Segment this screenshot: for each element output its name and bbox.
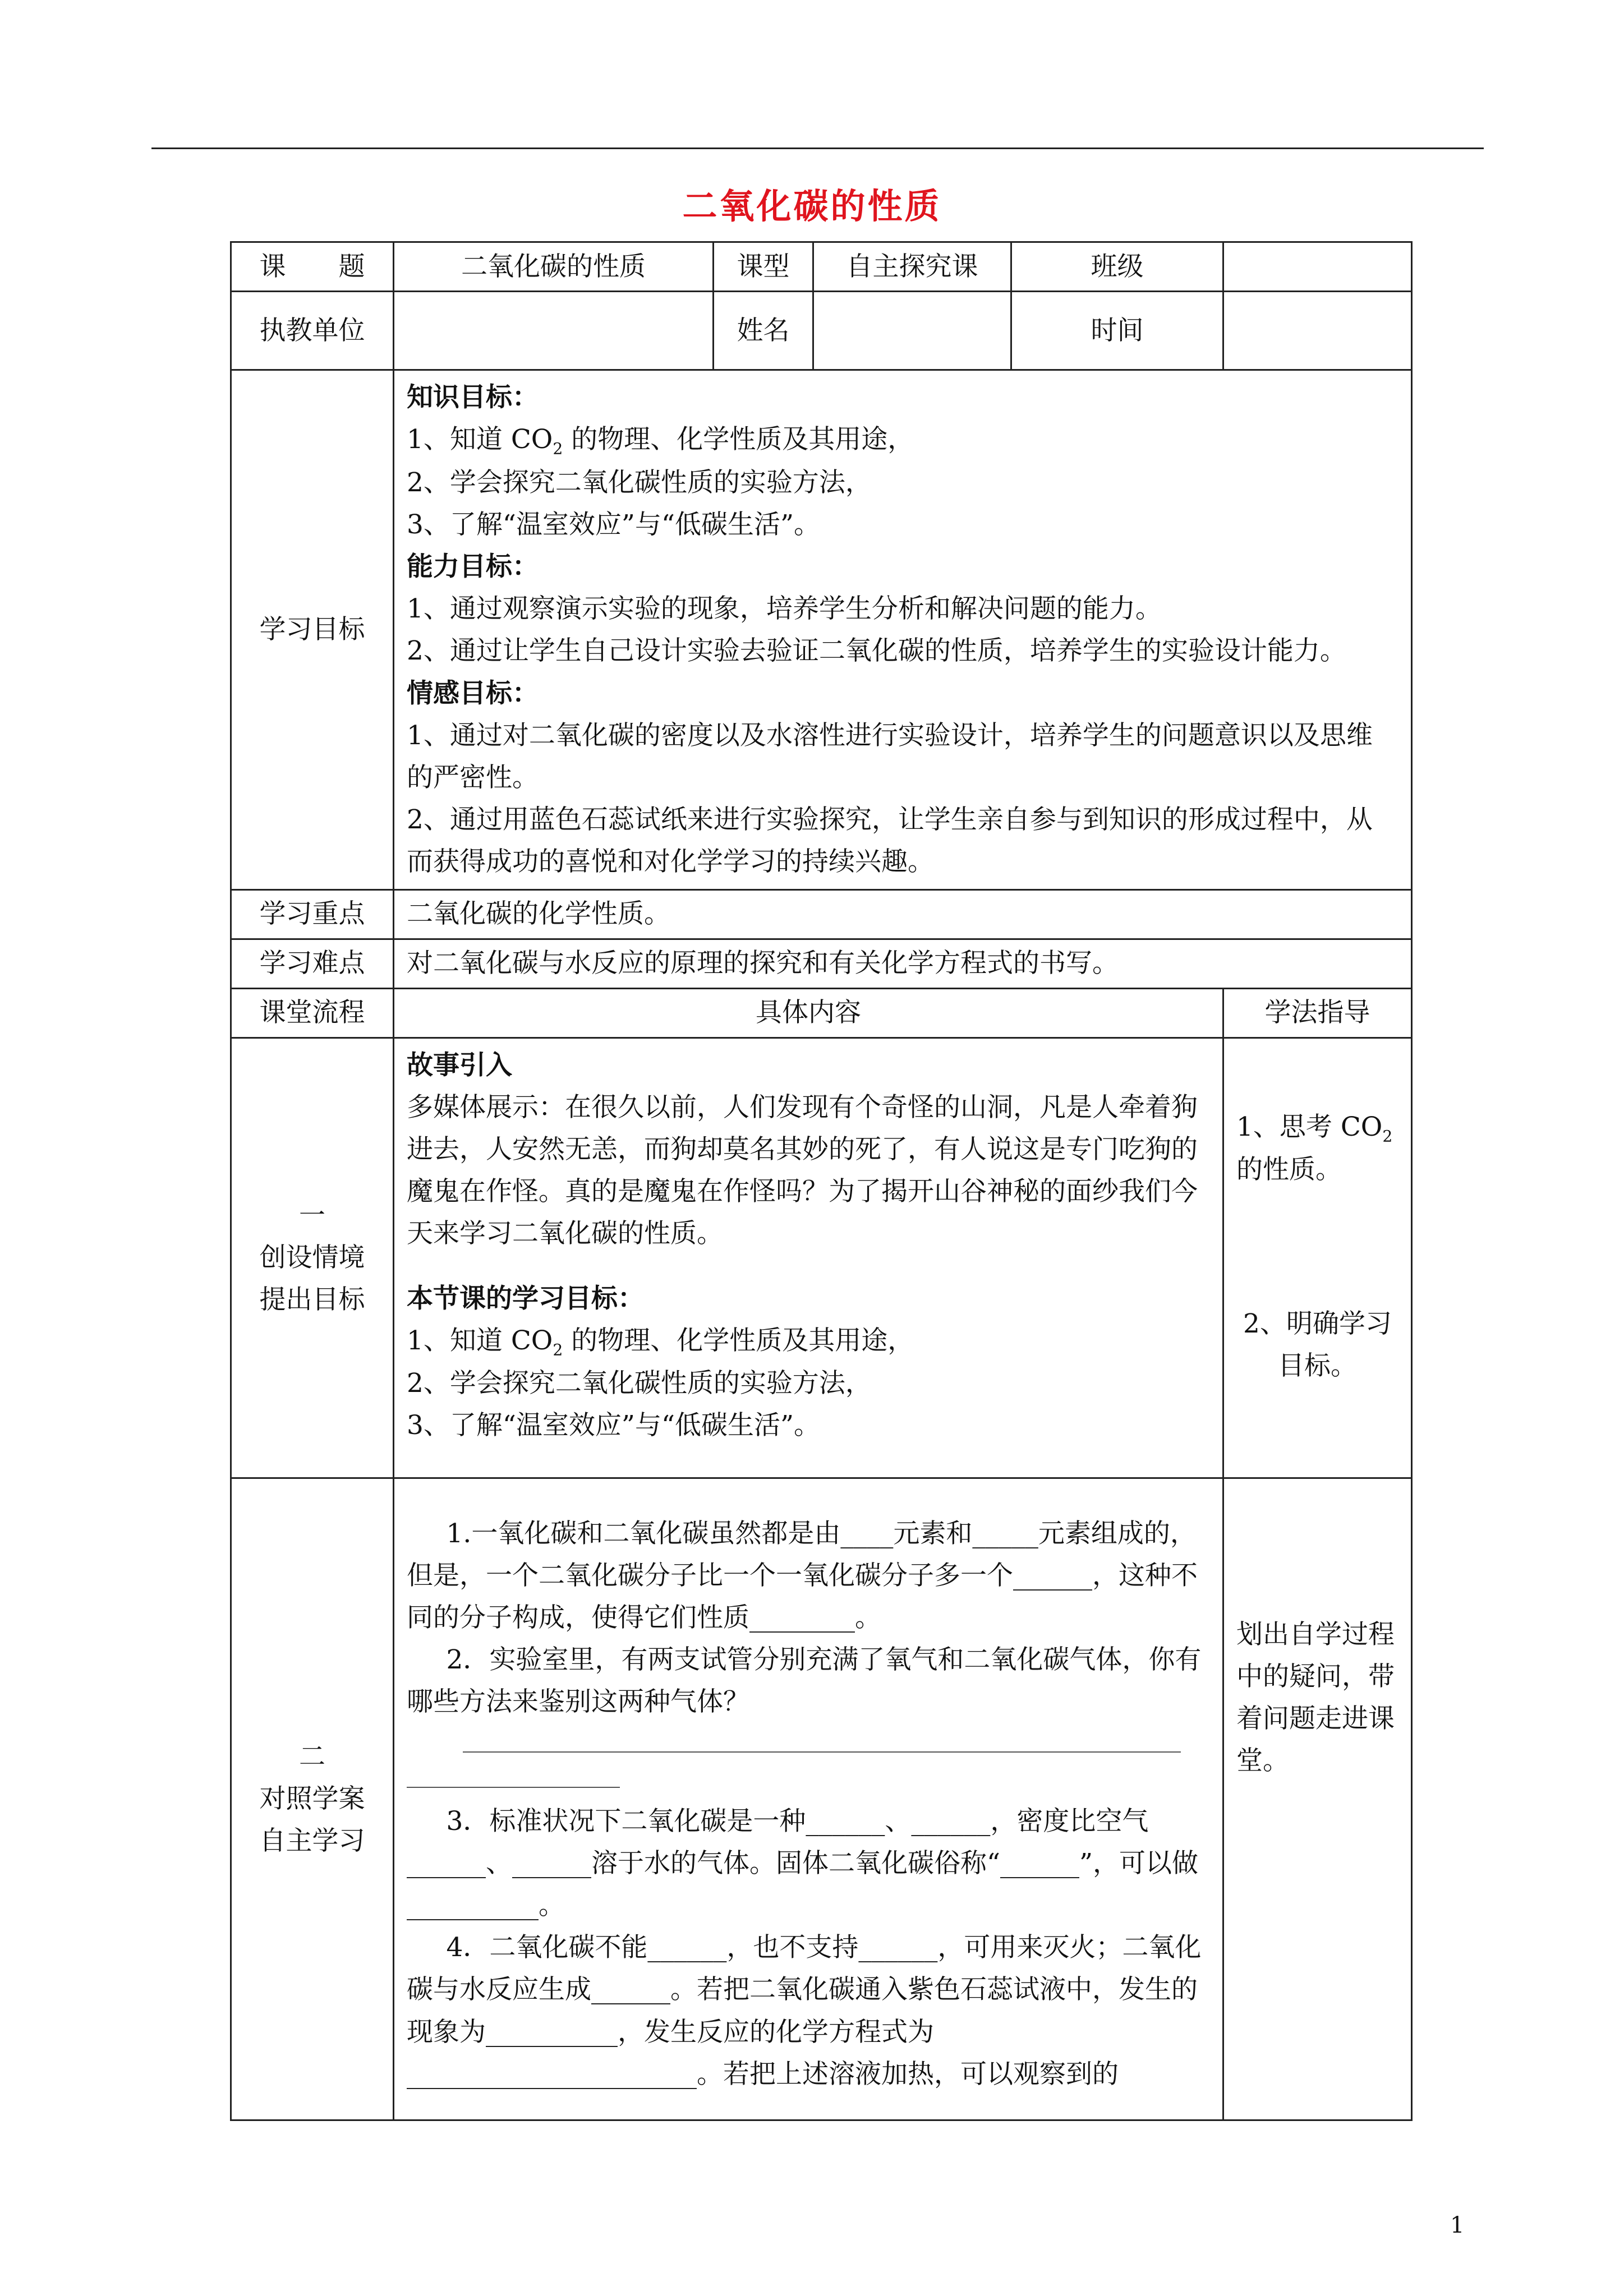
table-row-difficulty [231,939,1412,988]
difficulty-value: 对二氧化碳与水反应的原理的探究和有关化学方程式的书写。 [394,939,1412,988]
flow-header-content: 具体内容 [394,988,1223,1038]
section-2-guide-text: 划出自学过程中的疑问，带着问题走进课堂。 [1236,1619,1395,1777]
section-2-guide [1223,1478,1412,2120]
lesson-type-label: 课型 [714,242,813,292]
section-2-stage [231,1478,394,2120]
question-3: 3．标准状况下二氧化碳是一种______、______，密度比空气______、______溶于水的气体。固体二氧化碳俗称“______”，可以做__________。 [407,1805,1199,1921]
section-1-line2: 提出目标 [259,1284,365,1316]
header-rule [151,147,1484,149]
section-1-guide [1223,1038,1412,1478]
ability-goal-1: 1、通过观察演示实验的现象，培养学生分析和解决问题的能力。 [407,593,1162,625]
table-row-section-1 [231,1038,1412,1478]
unit-value [394,292,714,370]
class-value [1223,242,1412,292]
page-number: 1 [1450,2212,1465,2238]
section-2-line1: 对照学案 [259,1783,365,1814]
topic-value: 二氧化碳的性质 [394,242,714,292]
knowledge-goal-2: 2、学会探究二氧化碳性质的实验方法， [407,467,872,498]
ability-goal-2: 2、通过让学生自己设计实验去验证二氧化碳的性质，培养学生的实验设计能力。 [407,635,1346,667]
ability-goal-title: 能力目标： [407,551,539,583]
time-label: 时间 [1011,292,1223,370]
section-1-content [394,1038,1223,1478]
name-label: 姓名 [714,292,813,370]
table-row-flow-header [231,988,1412,1038]
document-title: 二氧化碳的性质 [682,186,942,227]
table-row-section-2 [231,1478,1412,2120]
section-1-number: 一 [299,1200,325,1231]
topic-label: 课 题 [231,242,394,292]
unit-label: 执教单位 [231,292,394,370]
lesson-goal-2: 2、学会探究二氧化碳性质的实验方法， [407,1368,872,1399]
time-value [1223,292,1412,370]
table-row-teacher [231,292,1412,370]
question-2: 2．实验室里，有两支试管分别充满了氧气和二氧化碳气体，你有哪些方法来鉴别这两种气体？ [407,1644,1202,1718]
class-label: 班级 [1011,242,1223,292]
goals-label: 学习目标 [231,370,394,890]
section-2-line2: 自主学习 [259,1825,365,1857]
emotion-goal-2: 2、通过用蓝色石蕊试纸来进行实验探究，让学生亲自参与到知识的形成过程中，从而获得成功的喜悦和对化学学习的持续兴趣。 [407,804,1373,878]
question-4: 4．二氧化碳不能______，也不支持______，可用来灭火；二氧化碳与水反应生成______。若把二氧化碳通入紫色石蕊试液中，发生的现象为__________，发生反应的化学方程式为______________________。若把上述溶液加热，可以观察到的 [407,1932,1202,2090]
knowledge-goal-title: 知识目标： [407,382,539,413]
lesson-goal-1: 1、知道 $CO_2$ 的物理、化学性质及其用途， [407,1325,914,1359]
emotion-goal-title: 情感目标： [407,677,539,709]
keypoint-value: 二氧化碳的化学性质。 [394,889,1412,939]
answer-line-1[interactable] [463,1723,1181,1753]
lesson-type-value: 自主探究课 [813,242,1011,292]
flow-header-stage: 课堂流程 [231,988,394,1038]
table-row-topic [231,242,1412,292]
section-2-content [394,1478,1223,2120]
knowledge-goal-1: 1、知道 $CO_2$ 的物理、化学性质及其用途， [407,424,914,458]
flow-header-guide: 学法指导 [1223,988,1412,1038]
lesson-goal-3: 3、了解“温室效应”与“低碳生活”。 [407,1410,821,1441]
story-text: 多媒体展示：在很久以前，人们发现有个奇怪的山洞，凡是人牵着狗进去，人安然无恙，而狗却莫名其妙的死了，有人说这是专门吃狗的魔鬼在作怪。真的是魔鬼在作怪吗？为了揭开山谷神秘的面纱我们今天来学习二氧化碳的性质。 [407,1091,1198,1250]
section-1-line1: 创设情境 [259,1242,365,1273]
section-1-guide-2: 2、明确学习目标。 [1243,1308,1392,1382]
section-1-guide-1: 1、思考 $CO_2$ 的性质。 [1236,1111,1393,1186]
table-row-goals [231,370,1412,890]
question-1: 1.一氧化碳和二氧化碳虽然都是由____元素和_____元素组成的，但是，一个二氧化碳分子比一个一氧化碳分子多一个______，这种不同的分子构成，使得它们性质________。 [407,1518,1198,1633]
lesson-plan-table [230,241,1413,2121]
knowledge-goal-3: 3、了解“温室效应”与“低碳生活”。 [407,509,821,540]
name-value [813,292,1011,370]
lesson-goals-title: 本节课的学习目标： [407,1283,644,1314]
table-row-keypoint [231,889,1412,939]
story-title: 故事引入 [407,1049,512,1081]
section-2-number: 二 [299,1741,325,1772]
goals-content [394,370,1412,890]
emotion-goal-1: 1、通过对二氧化碳的密度以及水溶性进行实验设计，培养学生的问题意识以及思维的严密性。 [407,720,1373,794]
answer-line-2[interactable] [407,1770,620,1788]
keypoint-label: 学习重点 [231,889,394,939]
section-1-stage [231,1038,394,1478]
difficulty-label: 学习难点 [231,939,394,988]
